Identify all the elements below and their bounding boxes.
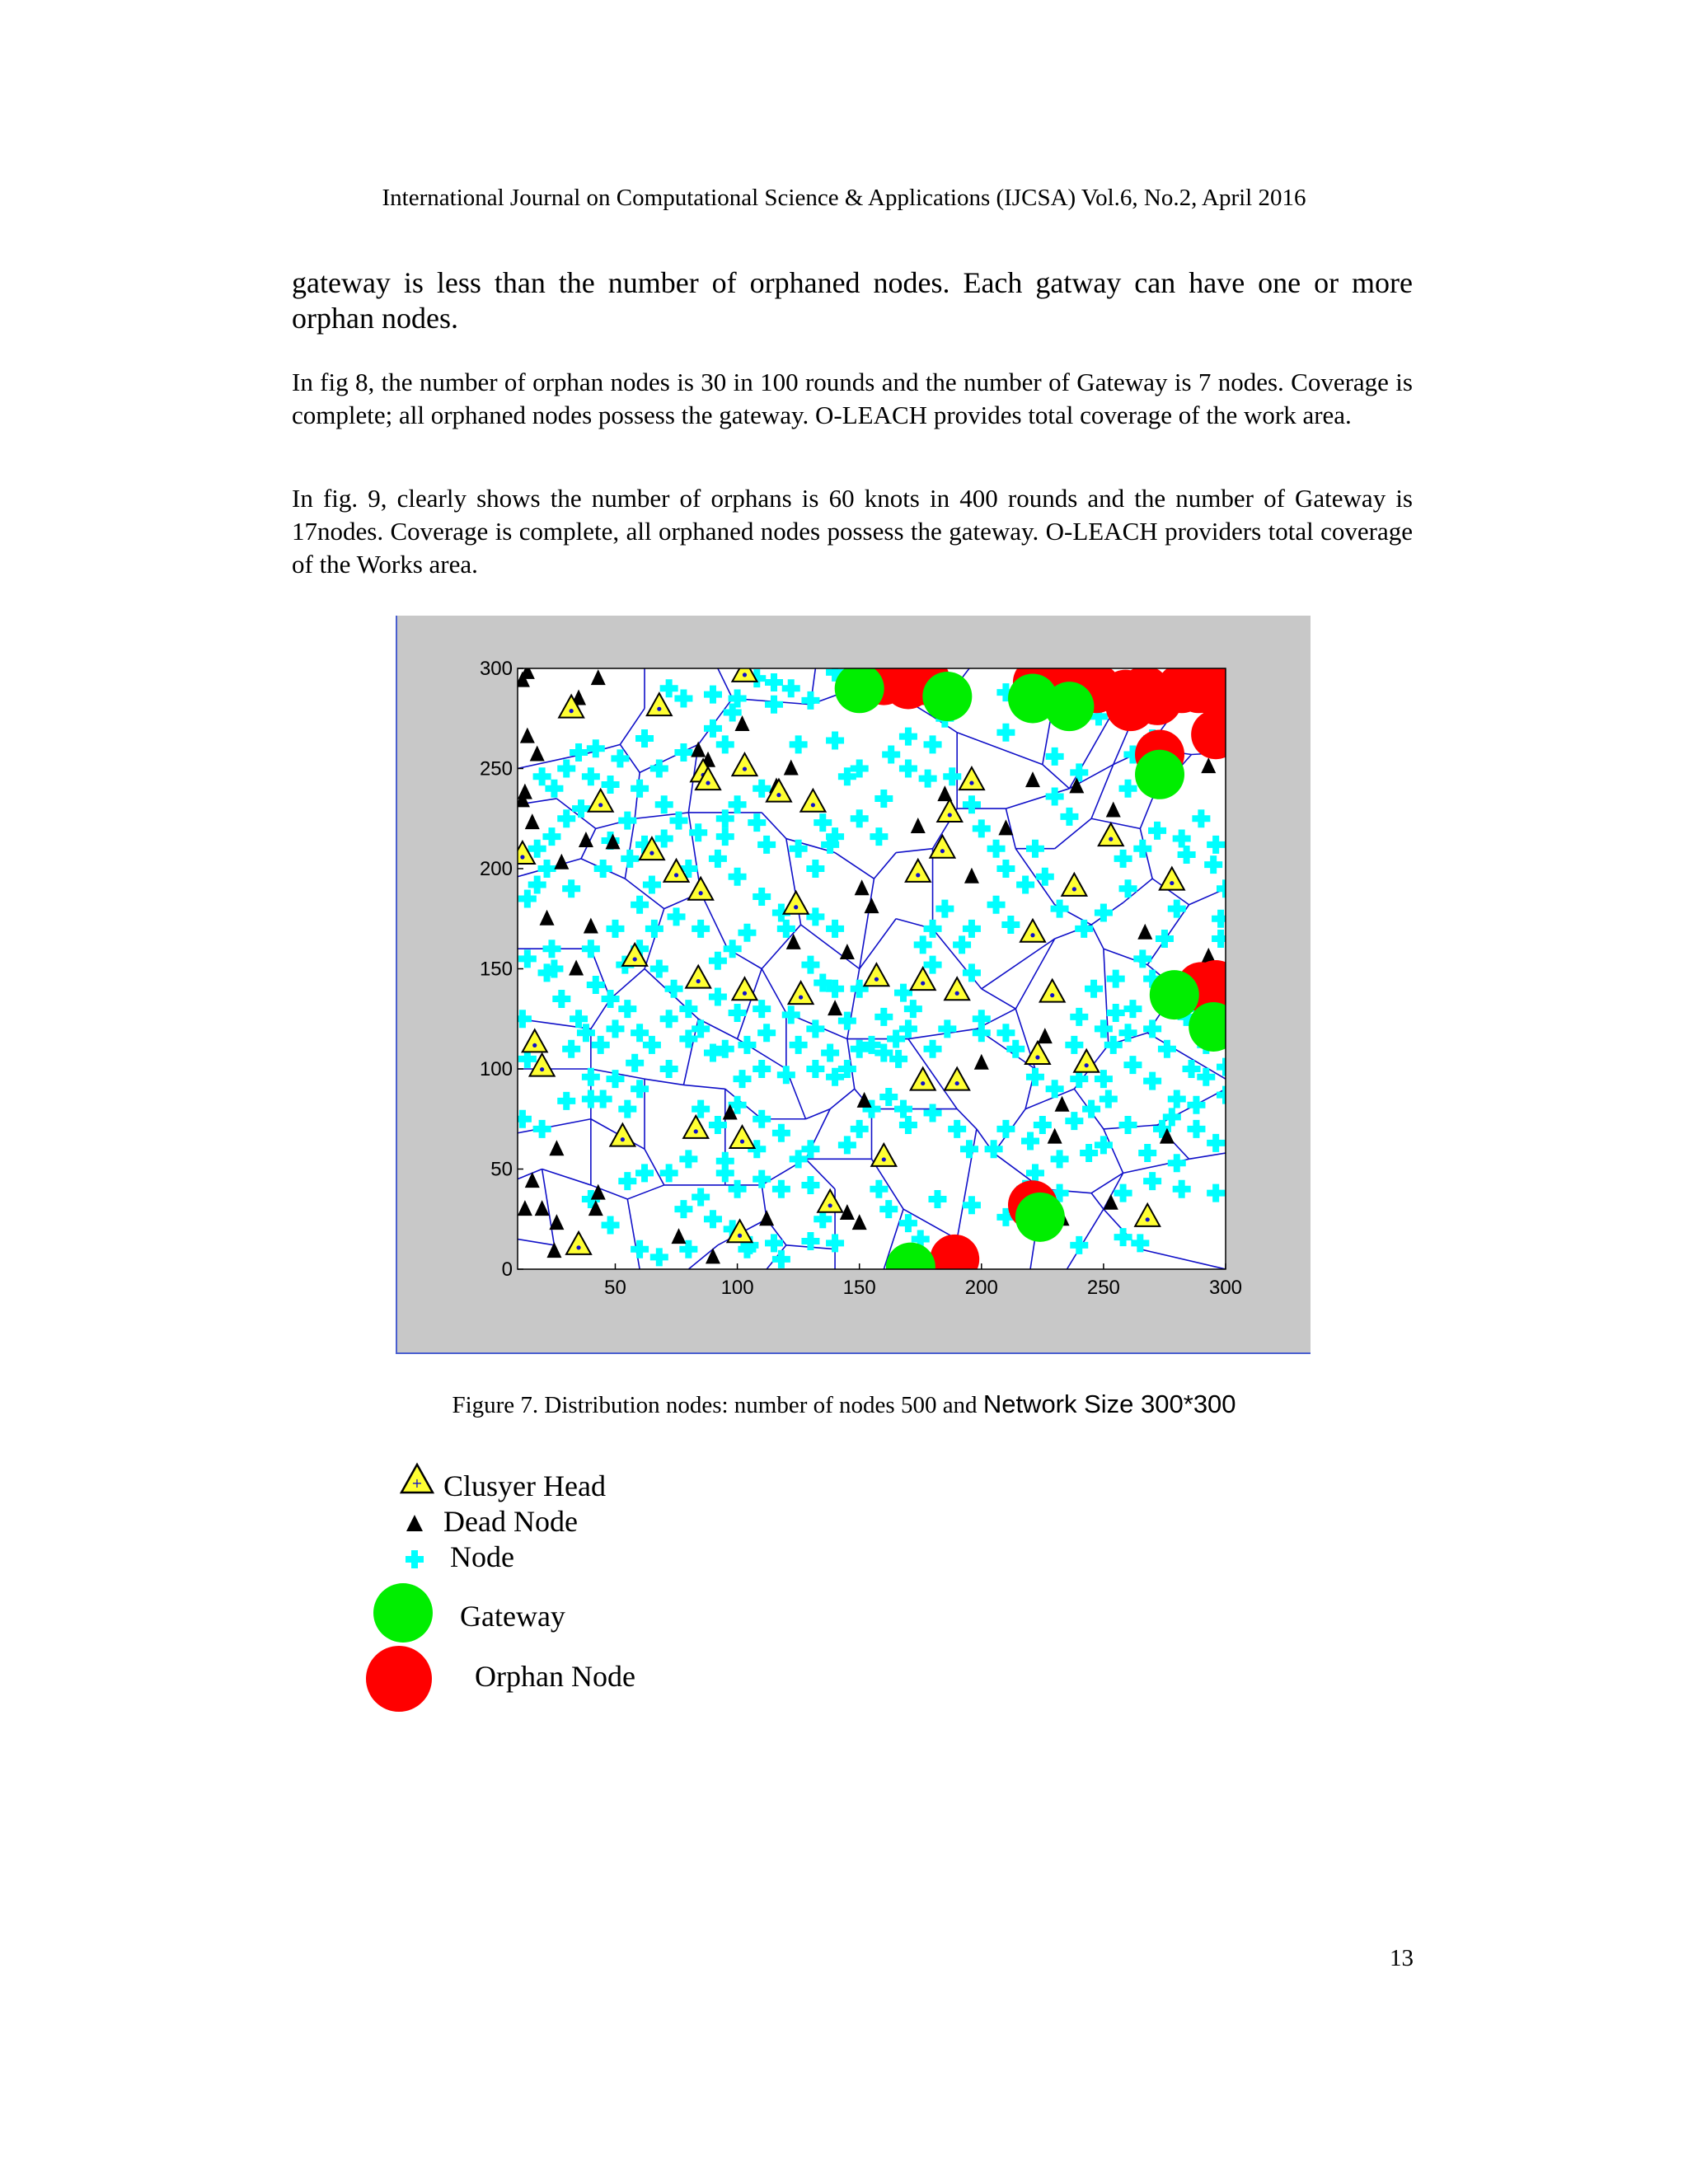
orphan-node-marker [1189,666,1238,715]
cluster-head-center [882,1157,886,1161]
running-header: International Journal on Computational Science & Applications (IJCSA) Vol.6, No.2, April 2016 [382,185,1306,211]
legend-label-cluster-head: Clusyer Head [443,1469,606,1502]
svg-text:+: + [411,1475,423,1491]
cluster-head-center [706,780,710,785]
cluster-head-center [738,1234,742,1238]
cluster-head-center [743,991,747,996]
cluster-head-center [520,855,524,859]
x-tick-label: 200 [964,1277,998,1299]
legend-label-node: Node [450,1540,514,1573]
gateway-marker [1015,1193,1065,1242]
orphan-node-marker [1191,710,1240,759]
orphan-node-marker [1191,960,1240,1010]
cluster-head-center [598,803,603,807]
gateway-marker [1135,750,1184,799]
cluster-head-center [955,1081,959,1085]
x-tick-label: 300 [1208,1277,1243,1299]
page-number: 13 [1390,1945,1414,1971]
gateway-marker [835,663,884,713]
caption-text: Figure 7. Distribution nodes: number of nodes 500 and [452,1392,983,1418]
cluster-head-center [828,1203,832,1207]
cluster-head-center [799,995,803,999]
cluster-head-center [955,991,959,996]
cluster-head-center [1085,1063,1089,1067]
paragraph-2: In fig 8, the number of orphan nodes is 30 in 100 rounds and the number of Gateway is 7 nodes. Coverage is complete; all orphaned nodes possess the gateway. O-LEACH provides total coverage of the work area. [292,368,1413,429]
cluster-head-center [743,766,747,771]
cluster-head-center [811,803,815,807]
cluster-head-center [674,873,678,877]
cluster-head-icon [399,1462,435,1495]
cluster-head-center [1030,933,1034,937]
legend-label-orphan-node: Orphan Node [475,1660,635,1693]
node-icon [405,1549,424,1569]
y-tick-label: 100 [479,1058,513,1080]
cluster-head-center [1146,1217,1150,1221]
cluster-head-center [1035,1055,1039,1059]
cluster-head-center [921,981,925,985]
cluster-head-center [743,673,747,677]
cluster-head-center [576,1245,580,1249]
cluster-head-center [916,873,920,877]
cluster-head-center [1109,837,1113,841]
cluster-head-center [921,1081,925,1085]
cluster-head-center [694,1129,698,1133]
y-tick-label: 150 [479,958,513,981]
x-tick-label: 100 [720,1277,754,1299]
cluster-head-center [657,707,661,711]
orphan-node-icon [365,1645,433,1713]
cluster-head-center [621,1137,625,1141]
cluster-head-center [874,977,879,982]
dead-node-icon [405,1513,424,1533]
cluster-head-center [740,1139,744,1143]
gateway-marker [886,1243,935,1292]
caption-network-size: Network Size 300*300 [982,1390,1236,1418]
gateway-marker [1044,682,1094,731]
figure-caption [0,1390,1688,1419]
cluster-head-center [1170,881,1174,885]
gateway-marker [1189,1002,1238,1052]
cluster-head-center [948,813,952,817]
cluster-head-center [794,905,798,909]
x-tick-label: 150 [842,1277,876,1299]
paragraph-1: gateway is less than the number of orphaned nodes. Each gatway can have one or more orphan nodes. [292,266,1413,335]
cluster-head-center [540,1067,544,1071]
legend-label-dead-node: Dead Node [443,1505,578,1538]
cluster-head-center [649,851,654,855]
x-tick-label: 50 [604,1277,626,1299]
cluster-head-center [1072,887,1076,891]
gateway-icon [373,1582,434,1643]
cluster-head-center [699,891,703,895]
paragraph-3: In fig. 9, clearly shows the number of orphans is 60 knots in 400 rounds and the number of Gateway is 17nodes. Coverage is complete, all orphaned nodes possess the gateway. O-LEACH providers total coverage of the Works area. [292,484,1413,579]
figure-7-panel [396,616,1311,1354]
cluster-head-center [532,1043,537,1047]
cluster-head-center [633,957,637,961]
cluster-head-center [696,979,701,983]
gateway-marker [1150,970,1199,1019]
y-tick-label: 50 [490,1158,513,1181]
node-distribution-chart [397,616,1309,1352]
y-tick-label: 250 [479,757,513,780]
x-tick-label: 250 [1086,1277,1120,1299]
cluster-head-center [969,780,973,785]
gateway-marker [922,672,972,721]
y-tick-label: 0 [501,1258,513,1281]
y-tick-label: 200 [479,858,513,880]
cluster-head-center [940,849,945,853]
legend-label-gateway: Gateway [460,1600,565,1633]
cluster-head-center [1050,993,1054,997]
y-tick-label: 300 [479,658,513,680]
cluster-head-center [776,793,781,797]
cluster-head-center [570,709,574,713]
